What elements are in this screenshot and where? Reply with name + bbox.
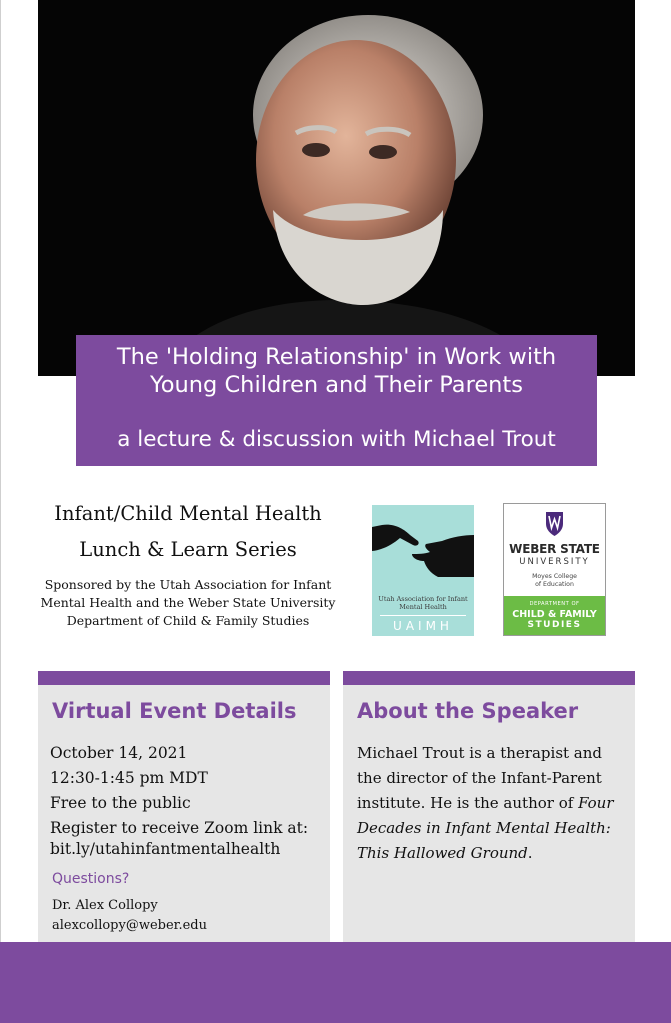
speaker-bio: Michael Trout is a therapist and the director of the Infant-Parent institute. He is the author of Four Decades in Infant Mental Health: This Hallowed Ground. — [357, 744, 614, 862]
book-title-part: Decades in Infant Mental Health: — [357, 819, 611, 837]
contact-info — [52, 896, 207, 936]
contact-name: Dr. Alex Collopy — [52, 898, 158, 913]
register-text: Register to receive Zoom link at: — [50, 819, 309, 837]
book-title-part: Four — [578, 794, 614, 812]
series-info — [38, 500, 338, 630]
event-details-list — [50, 741, 308, 862]
wsu-logo — [503, 503, 606, 636]
title-banner — [76, 335, 597, 466]
wsu-dept-band: DEPARTMENT OF CHILD & FAMILY STUDIES — [504, 596, 605, 636]
about-speaker-heading: About the Speaker — [357, 699, 579, 723]
wsu-name: WEBER STATE — [509, 542, 600, 556]
series-line1: Infant/Child Mental Health — [54, 502, 322, 525]
uaimh-divider — [380, 615, 466, 616]
panel-top-bar — [38, 671, 330, 685]
questions-heading: Questions? — [52, 871, 130, 887]
event-cost: Free to the public — [50, 794, 191, 812]
sponsor-text: Sponsored by the Utah Association for Infant Mental Health and the Weber State University Department of Child & Family Studies — [40, 577, 336, 628]
uaimh-abbr: UAIMH — [393, 619, 453, 633]
page-edge — [0, 0, 1, 1023]
uaimh-logo — [372, 505, 474, 636]
wsu-college: Moyes College of Education — [532, 573, 577, 588]
event-subtitle: a lecture & discussion with Michael Trout — [117, 427, 556, 452]
series-line2: Lunch & Learn Series — [79, 538, 297, 561]
wsu-university: UNIVERSITY — [519, 557, 590, 567]
uaimh-caption: Utah Association for Infant Mental Health — [378, 595, 468, 611]
event-title: The 'Holding Relationship' in Work with Young Children and Their Parents — [116, 344, 557, 398]
wsu-shield-icon — [504, 504, 605, 538]
speaker-photo — [38, 0, 635, 376]
footer-band — [0, 942, 671, 1023]
register-link[interactable]: bit.ly/utahinfantmentalhealth — [50, 840, 281, 858]
about-speaker-panel — [343, 671, 635, 942]
event-time: 12:30-1:45 pm MDT — [50, 769, 208, 787]
hands-icon — [372, 505, 474, 595]
panel-top-bar — [343, 671, 635, 685]
contact-email[interactable]: alexcollopy@weber.edu — [52, 918, 207, 933]
event-details-heading: Virtual Event Details — [52, 699, 297, 723]
event-date: October 14, 2021 — [50, 744, 188, 762]
event-details-panel — [38, 671, 330, 942]
book-title-part: This Hallowed Ground — [357, 844, 528, 862]
